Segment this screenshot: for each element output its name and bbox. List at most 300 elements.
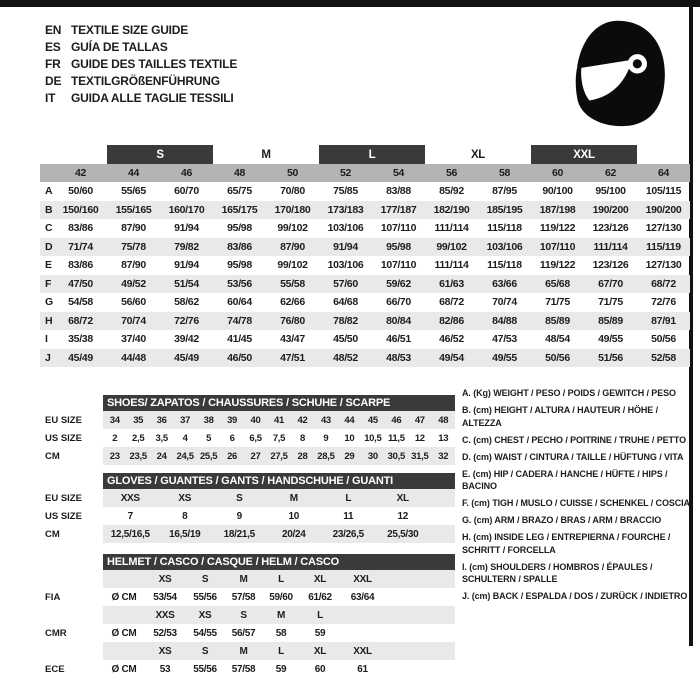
spacer <box>40 606 103 624</box>
table-cell: 29 <box>344 450 355 462</box>
measurement-cell: 150/160 <box>62 203 99 216</box>
measurement-cell: 87/95 <box>492 185 517 198</box>
spacer <box>40 395 103 411</box>
measurement-cell: 43/47 <box>280 333 305 346</box>
helmet-value-cell: 61/62 <box>308 591 332 603</box>
table-row <box>103 525 455 543</box>
language-list <box>45 21 237 106</box>
size-column-header: 62 <box>604 167 617 179</box>
language-code: EN <box>45 22 62 37</box>
measurement-cell: 107/110 <box>539 240 576 253</box>
diameter-label: Ø CM <box>111 627 137 639</box>
size-column-header: 42 <box>74 167 87 179</box>
measurement-cell: 68/72 <box>651 277 676 290</box>
helmet-size-cell: XS <box>198 609 212 621</box>
helmet-size-cell: XXS <box>155 609 175 621</box>
standard-label: FIA <box>45 591 61 603</box>
helmet-size-cell: XL <box>313 645 327 657</box>
measurement-cell: 55/58 <box>280 277 305 290</box>
measurement-cell: 61/63 <box>439 277 464 290</box>
table-cell: 16,5/19 <box>169 528 201 540</box>
measurement-cell: 45/50 <box>333 333 358 346</box>
size-column-header: 50 <box>286 167 299 179</box>
measurement-cell: 71/75 <box>598 296 623 309</box>
measurement-cell: 107/110 <box>380 259 417 272</box>
measurement-cell: 182/190 <box>433 203 470 216</box>
table-cell: 25,5 <box>199 450 218 462</box>
size-column-header: 58 <box>498 167 511 179</box>
table-cell: 7,5 <box>272 432 286 444</box>
language-title: TEXTILGRÖßENFÜHRUNG <box>71 73 220 88</box>
helmet-value-cell: 60 <box>314 663 326 675</box>
measurement-cell: 70/80 <box>280 185 305 198</box>
measurement-cell: 45/49 <box>68 351 93 364</box>
measurement-cell: 49/54 <box>439 351 464 364</box>
table-cell: 28,5 <box>317 450 335 462</box>
language-title: GUÍA DE TALLAS <box>71 39 168 54</box>
measurement-cell: 187/198 <box>539 203 576 216</box>
measurement-cell: 71/74 <box>68 240 93 253</box>
helmet-size-cell: M <box>239 573 248 585</box>
language-row <box>45 89 237 106</box>
row-letter: J <box>45 351 51 364</box>
table-cell: 18/21,5 <box>223 528 255 540</box>
helmet-value-cell: 59/60 <box>269 591 293 603</box>
measurement-cell: 41/45 <box>227 333 252 346</box>
size-group-s: S <box>107 145 213 164</box>
table-cell: 47 <box>414 414 425 426</box>
helmet-size-cell: M <box>239 645 248 657</box>
language-row <box>45 38 237 55</box>
measurement-cell: 84/88 <box>492 314 517 327</box>
measurement-cell: 91/94 <box>174 259 199 272</box>
helmet-size-row <box>103 606 455 624</box>
table-cell: 12,5/16,5 <box>110 528 150 540</box>
measurement-cell: 99/102 <box>277 259 308 272</box>
measurement-cell: 48/53 <box>386 351 411 364</box>
diameter-label: Ø CM <box>111 591 137 603</box>
row-label: CM <box>45 450 60 462</box>
measurement-cell: 99/102 <box>277 222 308 235</box>
helmet-value-cell: 53/54 <box>153 591 177 603</box>
size-column-header: 60 <box>551 167 564 179</box>
measurement-cell: 67/70 <box>598 277 623 290</box>
measurement-cell: 82/86 <box>439 314 464 327</box>
table-cell: 39 <box>227 414 238 426</box>
row-label: US SIZE <box>45 510 82 522</box>
measurement-cell: 103/106 <box>327 222 364 235</box>
row-label: EU SIZE <box>45 492 82 504</box>
helmet-value-cell: 57/58 <box>231 663 256 675</box>
measurement-row-g <box>40 293 690 312</box>
size-column-header: 48 <box>233 167 246 179</box>
measurement-cell: 119/122 <box>539 222 576 235</box>
size-column-header: 64 <box>657 167 670 179</box>
table-cell: 9 <box>236 510 242 522</box>
table-cell: 40 <box>250 414 261 426</box>
measurement-cell: 87/90 <box>121 222 146 235</box>
helmet-size-cell: XXL <box>353 645 372 657</box>
measurement-cell: 53/56 <box>227 277 252 290</box>
language-code: IT <box>45 90 56 105</box>
measurement-cell: 52/58 <box>651 351 676 364</box>
size-group-m: M <box>261 148 271 161</box>
measurement-cell: 39/42 <box>174 333 199 346</box>
measurement-cell: 49/52 <box>121 277 146 290</box>
measurement-cell: 56/60 <box>121 296 146 309</box>
helmet-size-cell: S <box>240 609 247 621</box>
measurement-cell: 71/75 <box>545 296 570 309</box>
table-cell: 20/24 <box>281 528 306 540</box>
helmet-value-cell: 56/57 <box>231 627 256 639</box>
table-cell: 11,5 <box>387 432 405 444</box>
measurement-cell: 35/38 <box>68 333 93 346</box>
measurement-cell: 111/114 <box>434 222 469 235</box>
measurement-legend <box>462 387 696 607</box>
table-cell: 46 <box>391 414 402 426</box>
table-cell: 48 <box>438 414 449 426</box>
measurement-cell: 177/187 <box>380 203 417 216</box>
measurement-cell: 72/76 <box>174 314 199 327</box>
measurement-cell: 48/54 <box>545 333 570 346</box>
table-cell: XS <box>178 492 192 504</box>
table-cell: 10 <box>288 510 300 522</box>
measurement-cell: 76/80 <box>280 314 305 327</box>
table-cell: 38 <box>203 414 214 426</box>
measurement-cell: 63/66 <box>492 277 517 290</box>
measurement-cell: 185/195 <box>486 203 523 216</box>
helmet-table <box>40 554 455 678</box>
measurement-cell: 123/126 <box>592 222 629 235</box>
measurement-cell: 85/89 <box>598 314 623 327</box>
shoes-table <box>40 395 455 465</box>
row-label: EU SIZE <box>45 414 82 426</box>
table-cell: 45 <box>367 414 378 426</box>
measurement-cell: 37/40 <box>121 333 146 346</box>
table-title: SHOES/ ZAPATOS / CHAUSSURES / SCHUHE / SCARPE <box>103 395 455 411</box>
table-cell: 36 <box>156 414 167 426</box>
table-cell: 31,5 <box>411 450 429 462</box>
table-cell: 42 <box>297 414 308 426</box>
legend-item: C. (cm) CHEST / PECHO / POITRINE / TRUHE / PETTO <box>462 434 687 445</box>
measurement-cell: 123/126 <box>592 259 629 272</box>
legend-item: B. (cm) HEIGHT / ALTURA / HAUTEUR / HÖHE / ALTEZZA <box>462 405 658 428</box>
table-body <box>103 554 455 678</box>
measurement-cell: 127/130 <box>645 222 682 235</box>
measurement-cell: 54/58 <box>68 296 93 309</box>
table-cell: M <box>289 492 298 504</box>
language-row <box>45 55 237 72</box>
helmet-size-cell: XXL <box>353 573 372 585</box>
row-letter: F <box>45 277 52 290</box>
table-cell: 5 <box>206 432 212 444</box>
table-cell: 27 <box>250 450 261 462</box>
row-letter: D <box>45 240 53 253</box>
table-row <box>103 429 455 447</box>
helmet-value-cell: 55/56 <box>193 591 217 603</box>
size-group-row <box>40 145 690 164</box>
helmet-size-cell: XS <box>158 573 172 585</box>
helmet-value-cell: 53 <box>159 663 171 675</box>
language-code: DE <box>45 73 62 88</box>
spacer <box>40 554 103 570</box>
table-cell: S <box>236 492 243 504</box>
language-title: GUIDE DES TAILLES TEXTILE <box>71 56 238 71</box>
helmet-size-cell: M <box>276 609 286 621</box>
size-column-header: 52 <box>339 167 352 179</box>
table-cell: 3,5 <box>155 432 168 444</box>
language-row <box>45 72 237 89</box>
helmet-value-cell: 54/55 <box>193 627 217 639</box>
measurement-cell: 173/183 <box>327 203 364 216</box>
table-cell: 35 <box>133 414 144 426</box>
measurement-cell: 46/52 <box>439 333 464 346</box>
table-cell: 26 <box>227 450 238 462</box>
measurement-cell: 115/118 <box>487 222 522 235</box>
measurement-cell: 68/72 <box>68 314 93 327</box>
measurement-cell: 95/100 <box>595 185 626 198</box>
language-title: GUIDA ALLE TAGLIE TESSILI <box>71 90 234 105</box>
table-cell: 27,5 <box>270 450 288 462</box>
diameter-label: Ø CM <box>111 663 137 675</box>
measurement-cell: 190/200 <box>645 203 682 216</box>
measurement-cell: 107/110 <box>380 222 417 235</box>
measurement-cell: 66/70 <box>386 296 411 309</box>
measurement-cell: 79/82 <box>174 240 199 253</box>
measurement-cell: 45/49 <box>174 351 199 364</box>
measurement-row-e <box>40 256 690 275</box>
measurement-cell: 65/68 <box>545 277 570 290</box>
table-row <box>103 507 455 525</box>
helmet-size-cell: S <box>201 645 209 657</box>
helmet-value-cell: 59 <box>314 627 326 639</box>
measurement-cell: 46/50 <box>227 351 252 364</box>
size-group-xl: XL <box>470 148 486 161</box>
helmet-value-row <box>103 588 455 606</box>
size-group-l: L <box>319 145 425 164</box>
spacer <box>40 642 103 660</box>
measurement-cell: 44/48 <box>121 351 146 364</box>
size-column-header: 56 <box>445 167 458 179</box>
table-cell: 6 <box>229 432 235 444</box>
measurement-cell: 68/72 <box>439 296 464 309</box>
table-cell: 7 <box>127 510 133 522</box>
measurement-row-c <box>40 219 690 238</box>
table-cell: 2,5 <box>132 432 145 444</box>
standard-label: ECE <box>45 663 65 675</box>
measurement-row-d <box>40 238 690 257</box>
racing-helmet-icon <box>568 18 670 130</box>
table-cell: XXS <box>120 492 140 504</box>
table-cell: XL <box>396 492 409 504</box>
measurement-cell: 58/62 <box>174 296 199 309</box>
helmet-value-cell: 59 <box>275 663 287 675</box>
table-cell: 23,5 <box>129 450 147 462</box>
table-cell: 2 <box>112 432 118 444</box>
language-code: FR <box>45 56 61 71</box>
measurement-row-f <box>40 275 690 294</box>
helmet-size-row <box>103 570 455 588</box>
gloves-table <box>40 473 455 543</box>
measurement-cell: 91/94 <box>333 240 358 253</box>
table-cell: 30,5 <box>387 450 405 462</box>
table-cell: 12 <box>414 432 425 444</box>
row-letter: I <box>45 333 48 346</box>
table-cell: 13 <box>438 432 449 444</box>
helmet-value-cell: 63/64 <box>350 591 375 603</box>
measurement-cell: 190/200 <box>592 203 629 216</box>
table-cell: 43 <box>320 414 331 426</box>
measurement-cell: 70/74 <box>121 314 146 327</box>
legend-item: F. (cm) TIGH / MUSLO / CUISSE / SCHENKEL / COSCIA <box>462 498 690 508</box>
measurement-cell: 49/55 <box>492 351 517 364</box>
table-cell: 25,5/30 <box>387 528 419 540</box>
size-group-xxl: XXL <box>531 145 637 164</box>
measurement-cell: 72/76 <box>651 296 676 309</box>
measurement-cell: 127/130 <box>645 259 682 272</box>
measurement-cell: 85/89 <box>545 314 570 327</box>
size-column-header: 46 <box>180 167 193 179</box>
row-letter: C <box>45 222 53 235</box>
size-column-header: 54 <box>392 167 405 179</box>
table-cell: L <box>345 492 352 504</box>
legend-item: J. (cm) BACK / ESPALDA / DOS / ZURÜCK / INDIETRO <box>462 591 688 601</box>
helmet-size-cell: L <box>317 609 323 621</box>
row-label: CM <box>45 528 60 540</box>
measurement-cell: 70/74 <box>492 296 517 309</box>
helmet-size-cell: L <box>278 645 284 657</box>
helmet-size-cell: L <box>278 573 284 585</box>
measurement-cell: 119/122 <box>539 259 576 272</box>
measurement-cell: 85/92 <box>439 185 464 198</box>
measurement-cell: 55/65 <box>121 185 146 198</box>
helmet-size-cell: XS <box>158 645 172 657</box>
standard-label: CMR <box>45 627 67 639</box>
measurement-cell: 83/86 <box>68 259 93 272</box>
table-cell: 30 <box>367 450 378 462</box>
size-column-header: 44 <box>127 167 140 179</box>
measurement-cell: 90/100 <box>542 185 573 198</box>
row-letter: A <box>45 185 53 198</box>
measurement-cell: 95/98 <box>227 259 252 272</box>
measurement-cell: 111/114 <box>434 259 469 272</box>
size-number-row <box>40 164 690 182</box>
table-cell: 9 <box>323 432 329 444</box>
measurement-cell: 111/114 <box>593 240 628 253</box>
table-cell: 37 <box>180 414 191 426</box>
measurement-cell: 75/85 <box>333 185 358 198</box>
measurement-cell: 99/102 <box>436 240 467 253</box>
helmet-value-row <box>103 660 455 678</box>
measurement-cell: 47/51 <box>280 351 305 364</box>
measurement-cell: 105/115 <box>645 185 682 198</box>
measurement-cell: 59/62 <box>386 277 411 290</box>
measurement-cell: 47/53 <box>492 333 517 346</box>
measurement-cell: 48/52 <box>333 351 358 364</box>
measurement-cell: 64/68 <box>333 296 358 309</box>
measurement-cell: 160/170 <box>168 203 205 216</box>
measurement-row-j <box>40 349 690 368</box>
helmet-value-cell: 58 <box>275 627 287 639</box>
language-row <box>45 21 237 38</box>
table-cell: 44 <box>344 414 355 426</box>
row-labels <box>40 473 103 543</box>
measurement-cell: 165/175 <box>221 203 258 216</box>
measurement-cell: 62/66 <box>280 296 305 309</box>
measurement-cell: 95/98 <box>386 240 411 253</box>
measurement-cell: 50/56 <box>545 351 570 364</box>
table-cell: 28 <box>297 450 308 462</box>
row-labels <box>40 554 103 678</box>
spacer <box>40 570 103 588</box>
measurement-cell: 103/106 <box>486 240 523 253</box>
measurement-cell: 49/55 <box>598 333 623 346</box>
legend-item: H. (cm) INSIDE LEG / ENTREPIERNA / FOURCHE / SCHRITT / FORCELLA <box>462 532 671 555</box>
helmet-value-cell: 57/58 <box>231 591 256 603</box>
measurement-cell: 115/118 <box>487 259 522 272</box>
table-cell: 34 <box>109 414 120 426</box>
measurement-row-b <box>40 201 690 220</box>
table-cell: 23 <box>109 450 120 462</box>
table-cell: 10,5 <box>364 432 382 444</box>
measurement-cell: 47/50 <box>68 277 93 290</box>
helmet-size-cell: XL <box>313 573 327 585</box>
table-cell: 12 <box>397 510 409 522</box>
table-row <box>103 411 455 429</box>
top-border <box>0 0 700 7</box>
spacer <box>40 473 103 489</box>
helmet-size-cell: S <box>201 573 209 585</box>
language-title: TEXTILE SIZE GUIDE <box>71 22 189 37</box>
measurement-cell: 91/94 <box>174 222 199 235</box>
measurement-cell: 65/75 <box>227 185 252 198</box>
measurement-cell: 170/180 <box>274 203 311 216</box>
legend-item: D. (cm) WAIST / CINTURA / TAILLE / HÜFTUNG / VITA <box>462 451 684 462</box>
helmet-value-row <box>103 624 455 642</box>
measurement-cell: 60/64 <box>227 296 252 309</box>
measurement-cell: 75/78 <box>121 240 146 253</box>
table-cell: 6,5 <box>249 432 262 444</box>
measurement-cell: 103/106 <box>327 259 364 272</box>
table-title: HELMET / CASCO / CASQUE / HELM / CASCO <box>103 554 455 570</box>
measurement-cell: 51/56 <box>598 351 623 364</box>
measurement-row-a <box>40 182 690 201</box>
table-cell: 24 <box>156 450 167 462</box>
measurement-cell: 57/60 <box>333 277 358 290</box>
measurement-cell: 78/82 <box>333 314 358 327</box>
legend-item: E. (cm) HIP / CADERA / HANCHE / HÜFTE / HIPS / BACINO <box>462 468 668 491</box>
measurement-cell: 83/88 <box>386 185 411 198</box>
legend-item: G. (cm) ARM / BRAZO / BRAS / ARM / BRACCIO <box>462 515 662 525</box>
table-row <box>103 447 455 465</box>
measurement-cell: 115/119 <box>646 240 681 253</box>
measurement-cell: 87/90 <box>121 259 146 272</box>
table-body <box>103 473 455 543</box>
measurement-cell: 155/165 <box>115 203 152 216</box>
table-cell: 41 <box>274 414 284 426</box>
measurement-row-h <box>40 312 690 331</box>
row-labels <box>40 395 103 465</box>
measurement-cell: 83/86 <box>227 240 252 253</box>
helmet-value-cell: 52/53 <box>153 627 177 639</box>
table-cell: 4 <box>182 432 188 444</box>
measurement-cell: 83/86 <box>68 222 93 235</box>
table-cell: 8 <box>182 510 188 522</box>
helmet-size-row <box>103 642 455 660</box>
measurement-cell: 51/54 <box>174 277 199 290</box>
measurement-cell: 50/56 <box>651 333 676 346</box>
main-size-table <box>40 145 690 367</box>
